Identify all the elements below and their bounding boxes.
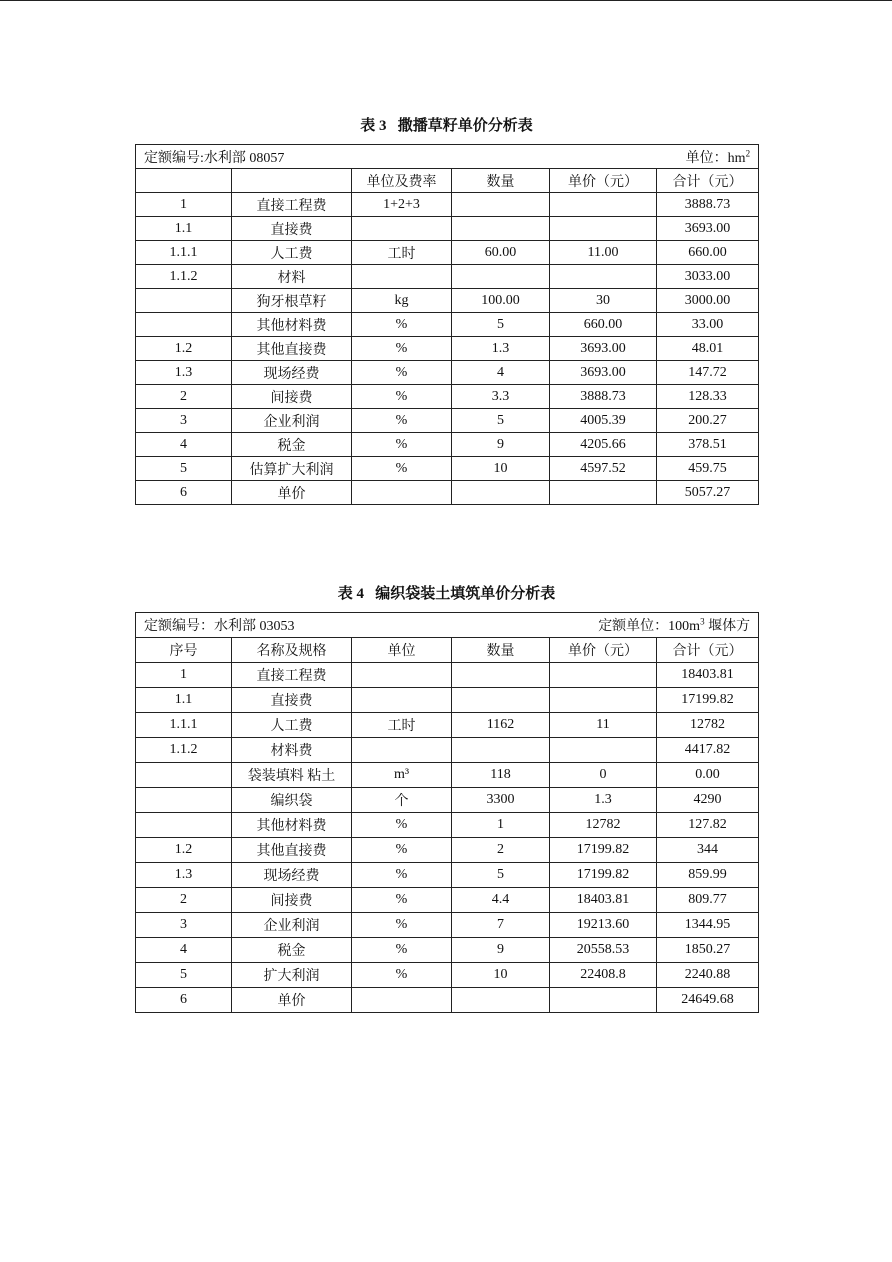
table-cell: 660.00 [657,241,759,265]
table-cell [352,988,452,1013]
table-cell: 1.2 [136,337,232,361]
table-cell: 17199.82 [550,838,657,863]
table-cell: 企业利润 [232,409,352,433]
table-cell: 现场经费 [232,863,352,888]
table-cell: 其他材料费 [232,813,352,838]
table-cell: % [352,813,452,838]
table-cell: 4205.66 [550,433,657,457]
table-cell: 2 [452,838,550,863]
table-cell: 11.00 [550,241,657,265]
table-cell [136,788,232,813]
table-cell [550,738,657,763]
table-cell [550,988,657,1013]
table-row [136,217,759,241]
table-cell: 10 [452,457,550,481]
table3-column-header [136,169,232,193]
table-cell: 2 [136,385,232,409]
table-cell [550,481,657,505]
table3-quota-number: 定额编号:水利部 08057 [144,150,285,166]
table-cell: 0 [550,763,657,788]
table-cell: 其他直接费 [232,337,352,361]
table-row [136,688,759,713]
table-cell: 344 [657,838,759,863]
table-cell: 4 [452,361,550,385]
table-cell: 3300 [452,788,550,813]
table-row [136,888,759,913]
table-cell: 1.1.1 [136,241,232,265]
table-cell: % [352,963,452,988]
table-cell: 7 [452,913,550,938]
table-cell [452,738,550,763]
table4-header-row [136,638,759,663]
table-cell: 19213.60 [550,913,657,938]
table-cell: 2240.88 [657,963,759,988]
table-row [136,913,759,938]
table-row [136,385,759,409]
table-cell: 4005.39 [550,409,657,433]
table-cell [452,217,550,241]
table4-caption: 表 4 编织袋装土填筑单价分析表 [337,586,556,602]
table-cell [352,738,452,763]
table-cell: 9 [452,938,550,963]
table-cell: 单价 [232,481,352,505]
table-cell: 5 [452,863,550,888]
table-cell: % [352,433,452,457]
table-row [136,289,759,313]
table-cell: m³ [352,763,452,788]
table-cell: 间接费 [232,385,352,409]
table-row [136,763,759,788]
table3-column-header [232,169,352,193]
table-row [136,713,759,738]
table-cell: 127.82 [657,813,759,838]
table-row [136,481,759,505]
table-cell: 1.2 [136,838,232,863]
table-cell [452,481,550,505]
table-cell: 18403.81 [550,888,657,913]
table-cell: 147.72 [657,361,759,385]
table-cell: 1.3 [136,361,232,385]
table-cell [352,688,452,713]
table-row [136,337,759,361]
table-cell: 0.00 [657,763,759,788]
table-cell: 3.3 [452,385,550,409]
table-cell [452,663,550,688]
table-cell: 5057.27 [657,481,759,505]
table-cell: 3693.00 [550,337,657,361]
table-cell [550,688,657,713]
table-cell: 直接费 [232,688,352,713]
table-cell: 1.1.2 [136,738,232,763]
table-cell: 24649.68 [657,988,759,1013]
table-cell: % [352,409,452,433]
table-cell [352,217,452,241]
page-top-border [0,0,892,1]
table-cell: 狗牙根草籽 [232,289,352,313]
table3-column-header: 合计（元） [657,169,759,193]
table-row [136,738,759,763]
table-cell: 9 [452,433,550,457]
table-cell: % [352,337,452,361]
table-cell: 现场经费 [232,361,352,385]
table-cell: 1.3 [136,863,232,888]
table-cell: 3693.00 [657,217,759,241]
table3-column-header: 单位及费率 [352,169,452,193]
table-cell: 4290 [657,788,759,813]
table-cell: % [352,863,452,888]
table-cell: 3 [136,409,232,433]
table-cell: 1 [452,813,550,838]
table-cell: 企业利润 [232,913,352,938]
table-cell: 1162 [452,713,550,738]
table-cell [136,313,232,337]
table-cell [452,688,550,713]
table-cell: 1.3 [452,337,550,361]
table-row [136,193,759,217]
table-cell: 11 [550,713,657,738]
table-cell: % [352,313,452,337]
table-cell: 1.1 [136,688,232,713]
table-cell: 人工费 [232,241,352,265]
table3-caption: 表 3 撒播草籽单价分析表 [360,118,533,134]
table-cell: 单价 [232,988,352,1013]
table-cell: 4.4 [452,888,550,913]
table-cell: 税金 [232,433,352,457]
table-cell: 材料费 [232,738,352,763]
table3-title-row [136,145,759,169]
table-cell: 22408.8 [550,963,657,988]
table-cell: 378.51 [657,433,759,457]
table-cell: 1.1.2 [136,265,232,289]
table-row [136,963,759,988]
table-cell: 2 [136,888,232,913]
table-cell [550,217,657,241]
table-cell: 4 [136,433,232,457]
table4-column-header: 序号 [136,638,232,663]
table-cell: 直接工程费 [232,663,352,688]
table-cell: 200.27 [657,409,759,433]
table-cell: 20558.53 [550,938,657,963]
table-cell: 其他直接费 [232,838,352,863]
table-cell: 3 [136,913,232,938]
table-row [136,938,759,963]
table-row [136,988,759,1013]
table-cell: 5 [452,313,550,337]
table-row [136,433,759,457]
table-row [136,361,759,385]
table-row [136,663,759,688]
table3-column-header: 单价（元） [550,169,657,193]
table4-column-header: 单价（元） [550,638,657,663]
table-cell: 估算扩大利润 [232,457,352,481]
table3-meta-cell [136,145,759,169]
table-cell: 编织袋 [232,788,352,813]
table-cell [136,813,232,838]
table-cell: 税金 [232,938,352,963]
table-cell: 6 [136,988,232,1013]
table-cell: 个 [352,788,452,813]
table-cell: 1344.95 [657,913,759,938]
table4-meta-cell [136,613,759,638]
table-cell: 12782 [657,713,759,738]
table-row [136,788,759,813]
table-cell: 3000.00 [657,289,759,313]
table-cell: 859.99 [657,863,759,888]
table-cell: 1.1 [136,217,232,241]
table-cell: 1 [136,663,232,688]
table4-unit: 定额单位：$100m^3$ 堰体方 [598,616,751,634]
table-cell: 工时 [352,241,452,265]
table-cell [550,193,657,217]
table-cell: 60.00 [452,241,550,265]
table-cell [550,265,657,289]
table-cell: 128.33 [657,385,759,409]
table-cell: 48.01 [657,337,759,361]
table-cell: % [352,838,452,863]
table-cell: 其他材料费 [232,313,352,337]
table-cell: 4 [136,938,232,963]
table-cell: 直接费 [232,217,352,241]
table-cell: 5 [136,963,232,988]
table-cell: 4417.82 [657,738,759,763]
table-cell [452,193,550,217]
table-row [136,813,759,838]
table-cell: 100.00 [452,289,550,313]
table-cell: 17199.82 [657,688,759,713]
table-cell: 3888.73 [550,385,657,409]
table-cell: % [352,913,452,938]
table-row [136,241,759,265]
table-cell: 1.1.1 [136,713,232,738]
table-cell: 1 [136,193,232,217]
table-cell: 3033.00 [657,265,759,289]
table-cell: 工时 [352,713,452,738]
table-cell: 1850.27 [657,938,759,963]
table3-unit: 单位：$hm^2$ [685,147,751,166]
table-cell [452,988,550,1013]
table4 [135,612,759,1013]
table-cell: 118 [452,763,550,788]
table-cell: 6 [136,481,232,505]
table-cell: 袋装填料 粘土 [232,763,352,788]
table-cell [136,289,232,313]
table3-header-row [136,169,759,193]
table3 [135,144,759,505]
table-cell: 3693.00 [550,361,657,385]
table-cell: 1.3 [550,788,657,813]
table-cell: 3888.73 [657,193,759,217]
table-cell: 459.75 [657,457,759,481]
table-cell: 17199.82 [550,863,657,888]
table-row [136,313,759,337]
table-cell [352,265,452,289]
table-cell: % [352,457,452,481]
table4-column-header: 名称及规格 [232,638,352,663]
table-cell: 直接工程费 [232,193,352,217]
table-cell: % [352,888,452,913]
table4-column-header: 单位 [352,638,452,663]
table-row [136,409,759,433]
table-cell [136,763,232,788]
table4-column-header: 数量 [452,638,550,663]
table-cell: 人工费 [232,713,352,738]
table-cell: 5 [452,409,550,433]
table-cell: % [352,361,452,385]
table-row [136,457,759,481]
table-cell: 5 [136,457,232,481]
table-cell: 扩大利润 [232,963,352,988]
table-cell: 30 [550,289,657,313]
table4-title-row [136,613,759,638]
table4-column-header: 合计（元） [657,638,759,663]
table-cell [352,481,452,505]
table3-column-header: 数量 [452,169,550,193]
table-cell [452,265,550,289]
table-cell: 4597.52 [550,457,657,481]
table-cell: 18403.81 [657,663,759,688]
table-cell: 间接费 [232,888,352,913]
table-cell: kg [352,289,452,313]
table-cell: 12782 [550,813,657,838]
table-cell [352,663,452,688]
table-cell: 809.77 [657,888,759,913]
table-cell: % [352,938,452,963]
table-cell: 1+2+3 [352,193,452,217]
table-cell: 660.00 [550,313,657,337]
table-cell [550,663,657,688]
table-cell: 33.00 [657,313,759,337]
table4-quota-number: 定额编号：水利部 03053 [144,619,295,634]
table-cell: 材料 [232,265,352,289]
table-cell: 10 [452,963,550,988]
table-row [136,863,759,888]
table-cell: % [352,385,452,409]
table-row [136,838,759,863]
table-row [136,265,759,289]
